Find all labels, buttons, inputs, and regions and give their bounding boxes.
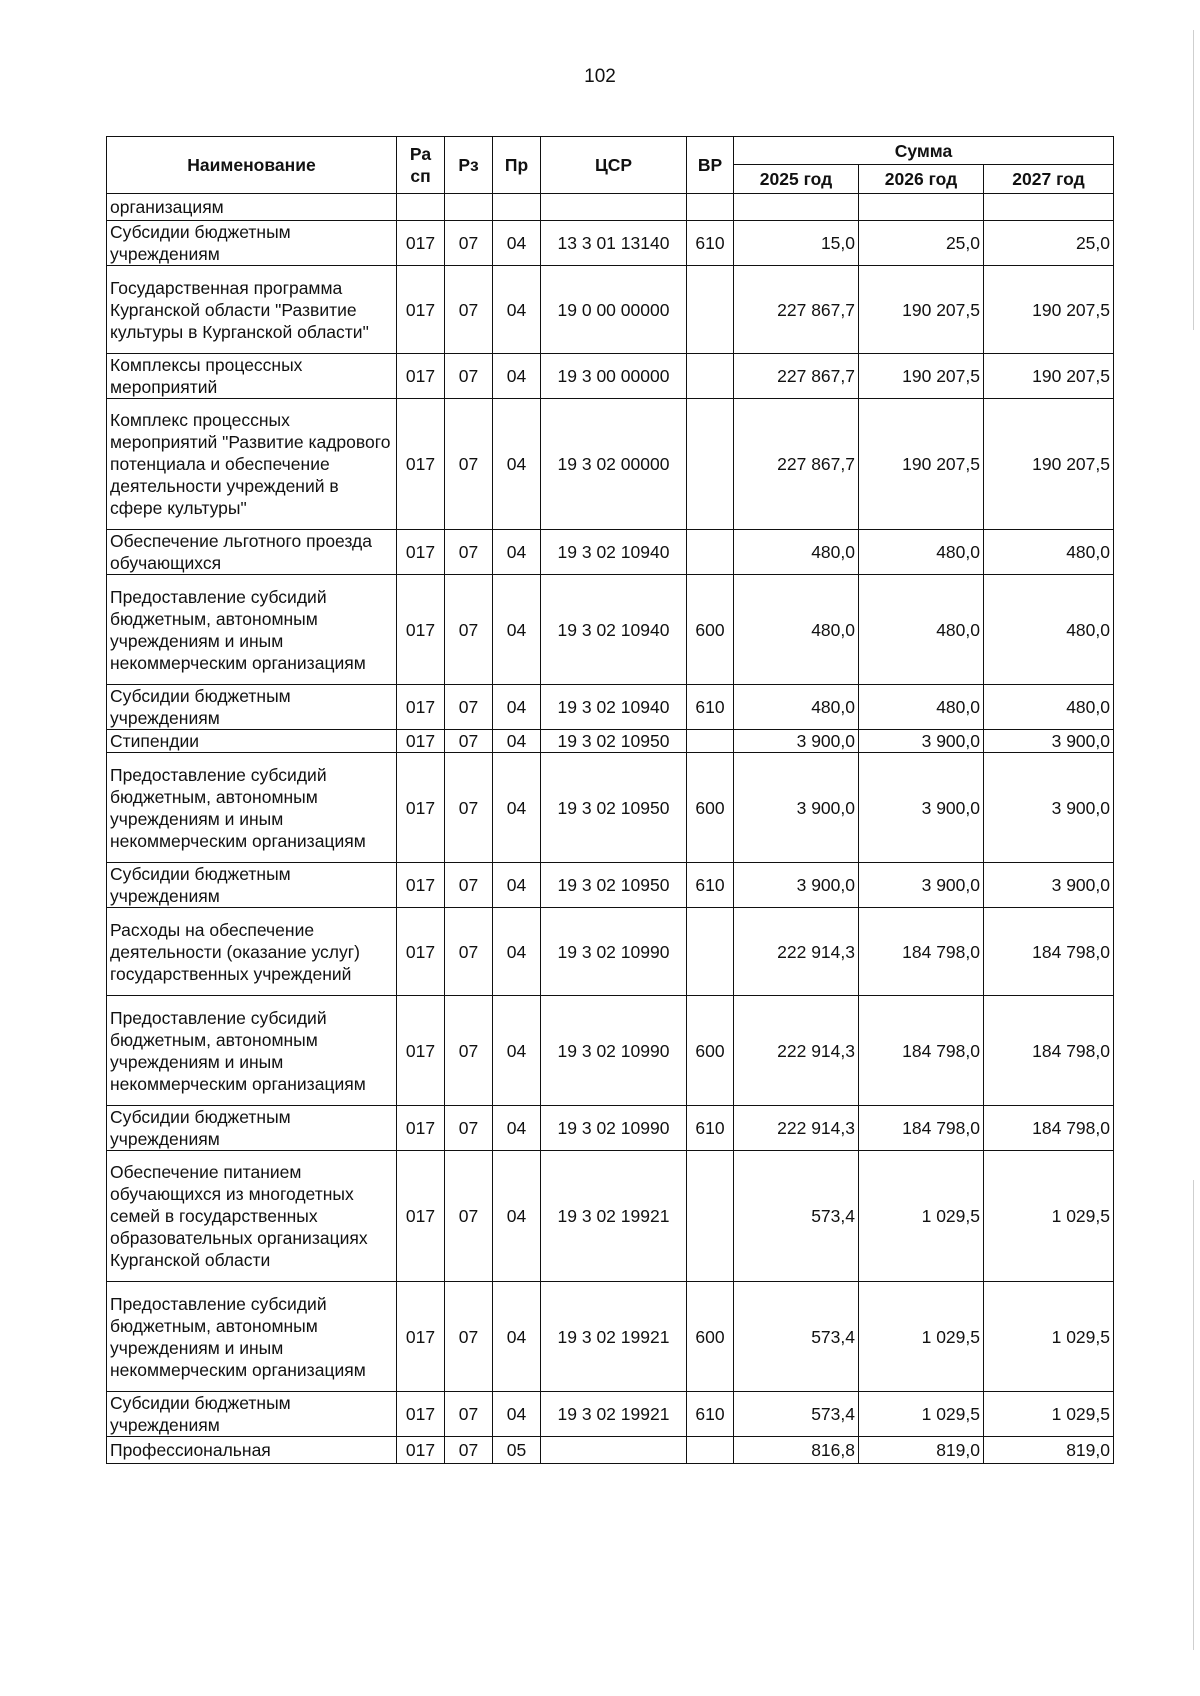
cell-rz: 07 xyxy=(445,1392,493,1437)
cell-amount-2027: 190 207,5 xyxy=(984,266,1114,354)
cell-amount-2027: 3 900,0 xyxy=(984,863,1114,908)
cell-amount-2026: 190 207,5 xyxy=(859,399,984,530)
cell-amount-2026: 1 029,5 xyxy=(859,1151,984,1282)
cell-name: Субсидии бюджетным учреждениям xyxy=(107,863,397,908)
cell-amount-2025: 222 914,3 xyxy=(734,908,859,996)
table-row xyxy=(107,1106,1114,1151)
cell-amount-2026: 25,0 xyxy=(859,221,984,266)
table-row xyxy=(107,908,1114,996)
cell-amount-2025: 573,4 xyxy=(734,1392,859,1437)
cell-name: Предоставление субсидий бюджетным, автономным учреждениям и иным некоммерческим организациям xyxy=(107,1282,397,1392)
cell-vr: 600 xyxy=(687,753,734,863)
cell-amount-2025: 227 867,7 xyxy=(734,266,859,354)
cell-amount-2025: 816,8 xyxy=(734,1437,859,1464)
cell-amount-2025: 573,4 xyxy=(734,1282,859,1392)
cell-amount-2025: 227 867,7 xyxy=(734,354,859,399)
cell-name: Обеспечение питанием обучающихся из многодетных семей в государственных образовательных организациях Курганской области xyxy=(107,1151,397,1282)
cell-name: Профессиональная xyxy=(107,1437,397,1464)
cell-pr: 04 xyxy=(493,530,541,575)
cell-pr: 04 xyxy=(493,399,541,530)
cell-amount-2025: 3 900,0 xyxy=(734,863,859,908)
table-row xyxy=(107,194,1114,221)
cell-rasp: 017 xyxy=(397,908,445,996)
cell-csr: 19 3 02 19921 xyxy=(541,1392,687,1437)
header-year-2027: 2027 год xyxy=(984,165,1114,194)
cell-amount-2025: 3 900,0 xyxy=(734,753,859,863)
cell-rasp: 017 xyxy=(397,730,445,753)
cell-csr: 19 0 00 00000 xyxy=(541,266,687,354)
cell-rz: 07 xyxy=(445,685,493,730)
cell-vr: 610 xyxy=(687,221,734,266)
cell-rz: 07 xyxy=(445,221,493,266)
cell-rasp: 017 xyxy=(397,753,445,863)
cell-vr: 610 xyxy=(687,685,734,730)
cell-rasp: 017 xyxy=(397,1437,445,1464)
table-header xyxy=(107,137,1114,194)
cell-csr: 19 3 02 10950 xyxy=(541,863,687,908)
cell-amount-2027 xyxy=(984,194,1114,221)
cell-pr: 04 xyxy=(493,1106,541,1151)
cell-pr: 04 xyxy=(493,1151,541,1282)
cell-amount-2025: 573,4 xyxy=(734,1151,859,1282)
cell-name: Комплекс процессных мероприятий "Развитие кадрового потенциала и обеспечение деятельности учреждений в сфере культуры" xyxy=(107,399,397,530)
table-row xyxy=(107,1392,1114,1437)
cell-rasp: 017 xyxy=(397,530,445,575)
cell-rz: 07 xyxy=(445,575,493,685)
cell-vr: 610 xyxy=(687,1392,734,1437)
cell-amount-2026: 184 798,0 xyxy=(859,908,984,996)
table-body xyxy=(107,194,1114,1464)
table-row xyxy=(107,221,1114,266)
table-row xyxy=(107,530,1114,575)
cell-name: Стипендии xyxy=(107,730,397,753)
table-row xyxy=(107,753,1114,863)
cell-amount-2025: 3 900,0 xyxy=(734,730,859,753)
table-row xyxy=(107,730,1114,753)
header-vr: ВР xyxy=(687,137,734,194)
cell-rz: 07 xyxy=(445,1282,493,1392)
scan-edge-mark xyxy=(1193,1180,1194,1650)
cell-amount-2025 xyxy=(734,194,859,221)
cell-rz: 07 xyxy=(445,730,493,753)
cell-name: Субсидии бюджетным учреждениям xyxy=(107,221,397,266)
cell-csr: 19 3 02 10940 xyxy=(541,530,687,575)
cell-pr: 04 xyxy=(493,266,541,354)
cell-vr: 600 xyxy=(687,575,734,685)
cell-amount-2026: 184 798,0 xyxy=(859,996,984,1106)
cell-amount-2027: 184 798,0 xyxy=(984,1106,1114,1151)
cell-amount-2025: 222 914,3 xyxy=(734,996,859,1106)
cell-amount-2026: 480,0 xyxy=(859,575,984,685)
cell-rasp: 017 xyxy=(397,575,445,685)
cell-name: Субсидии бюджетным учреждениям xyxy=(107,1106,397,1151)
cell-rz: 07 xyxy=(445,863,493,908)
cell-amount-2026: 480,0 xyxy=(859,685,984,730)
cell-rz: 07 xyxy=(445,996,493,1106)
cell-amount-2026: 3 900,0 xyxy=(859,753,984,863)
cell-csr xyxy=(541,194,687,221)
cell-amount-2027: 3 900,0 xyxy=(984,753,1114,863)
cell-vr xyxy=(687,730,734,753)
cell-amount-2027: 184 798,0 xyxy=(984,996,1114,1106)
cell-amount-2025: 480,0 xyxy=(734,685,859,730)
cell-pr: 04 xyxy=(493,354,541,399)
cell-vr xyxy=(687,1437,734,1464)
page-number: 102 xyxy=(584,66,616,87)
cell-amount-2026: 3 900,0 xyxy=(859,863,984,908)
header-rz: Рз xyxy=(445,137,493,194)
scan-edge-mark xyxy=(1193,30,1194,330)
cell-name: Государственная программа Курганской области "Развитие культуры в Курганской области" xyxy=(107,266,397,354)
cell-rz: 07 xyxy=(445,908,493,996)
cell-amount-2027: 1 029,5 xyxy=(984,1151,1114,1282)
cell-vr: 610 xyxy=(687,863,734,908)
cell-rz: 07 xyxy=(445,1106,493,1151)
cell-amount-2027: 1 029,5 xyxy=(984,1282,1114,1392)
cell-csr: 19 3 02 10950 xyxy=(541,730,687,753)
cell-csr: 19 3 02 10990 xyxy=(541,908,687,996)
header-sum: Сумма xyxy=(734,137,1114,165)
header-year-2025: 2025 год xyxy=(734,165,859,194)
table-row xyxy=(107,996,1114,1106)
cell-pr: 04 xyxy=(493,685,541,730)
cell-amount-2026: 184 798,0 xyxy=(859,1106,984,1151)
table-row xyxy=(107,354,1114,399)
cell-amount-2027: 190 207,5 xyxy=(984,354,1114,399)
budget-table xyxy=(106,136,1114,1464)
cell-pr: 04 xyxy=(493,753,541,863)
cell-name: Расходы на обеспечение деятельности (оказание услуг) государственных учреждений xyxy=(107,908,397,996)
cell-csr: 19 3 02 10990 xyxy=(541,1106,687,1151)
cell-rz xyxy=(445,194,493,221)
cell-csr: 19 3 02 10940 xyxy=(541,685,687,730)
table-row xyxy=(107,1282,1114,1392)
cell-amount-2027: 480,0 xyxy=(984,575,1114,685)
cell-rz: 07 xyxy=(445,753,493,863)
cell-csr xyxy=(541,1437,687,1464)
cell-amount-2025: 480,0 xyxy=(734,575,859,685)
cell-amount-2027: 480,0 xyxy=(984,685,1114,730)
cell-amount-2027: 480,0 xyxy=(984,530,1114,575)
header-csr: ЦСР xyxy=(541,137,687,194)
cell-rasp: 017 xyxy=(397,1282,445,1392)
cell-pr: 04 xyxy=(493,1392,541,1437)
table-row xyxy=(107,863,1114,908)
cell-rasp: 017 xyxy=(397,1106,445,1151)
cell-rasp: 017 xyxy=(397,221,445,266)
cell-pr: 05 xyxy=(493,1437,541,1464)
cell-rasp: 017 xyxy=(397,996,445,1106)
header-rasp: Ра сп xyxy=(397,137,445,194)
cell-name: Обеспечение льготного проезда обучающихся xyxy=(107,530,397,575)
cell-pr xyxy=(493,194,541,221)
cell-pr: 04 xyxy=(493,221,541,266)
cell-name: Комплексы процессных мероприятий xyxy=(107,354,397,399)
table-row xyxy=(107,685,1114,730)
cell-pr: 04 xyxy=(493,908,541,996)
cell-name: Субсидии бюджетным учреждениям xyxy=(107,1392,397,1437)
cell-pr: 04 xyxy=(493,863,541,908)
cell-csr: 19 3 02 10940 xyxy=(541,575,687,685)
cell-rasp: 017 xyxy=(397,685,445,730)
cell-amount-2027: 3 900,0 xyxy=(984,730,1114,753)
cell-vr: 600 xyxy=(687,996,734,1106)
cell-rasp: 017 xyxy=(397,1151,445,1282)
cell-pr: 04 xyxy=(493,1282,541,1392)
cell-csr: 19 3 02 10950 xyxy=(541,753,687,863)
cell-rz: 07 xyxy=(445,266,493,354)
cell-csr: 19 3 00 00000 xyxy=(541,354,687,399)
cell-amount-2026: 480,0 xyxy=(859,530,984,575)
cell-csr: 19 3 02 10990 xyxy=(541,996,687,1106)
table-row xyxy=(107,575,1114,685)
table-row xyxy=(107,399,1114,530)
cell-vr xyxy=(687,194,734,221)
cell-pr: 04 xyxy=(493,730,541,753)
cell-rasp: 017 xyxy=(397,354,445,399)
cell-vr xyxy=(687,1151,734,1282)
cell-csr: 19 3 02 00000 xyxy=(541,399,687,530)
cell-vr xyxy=(687,399,734,530)
cell-rz: 07 xyxy=(445,1151,493,1282)
cell-csr: 13 3 01 13140 xyxy=(541,221,687,266)
cell-amount-2025: 15,0 xyxy=(734,221,859,266)
header-year-2026: 2026 год xyxy=(859,165,984,194)
cell-csr: 19 3 02 19921 xyxy=(541,1151,687,1282)
cell-rasp: 017 xyxy=(397,399,445,530)
cell-name: Предоставление субсидий бюджетным, автономным учреждениям и иным некоммерческим организациям xyxy=(107,575,397,685)
cell-pr: 04 xyxy=(493,996,541,1106)
cell-vr: 600 xyxy=(687,1282,734,1392)
cell-amount-2025: 480,0 xyxy=(734,530,859,575)
cell-rz: 07 xyxy=(445,399,493,530)
cell-amount-2027: 819,0 xyxy=(984,1437,1114,1464)
cell-name: Предоставление субсидий бюджетным, автономным учреждениям и иным некоммерческим организациям xyxy=(107,996,397,1106)
cell-rasp: 017 xyxy=(397,1392,445,1437)
cell-rz: 07 xyxy=(445,1437,493,1464)
cell-amount-2025: 222 914,3 xyxy=(734,1106,859,1151)
cell-vr xyxy=(687,530,734,575)
cell-rasp: 017 xyxy=(397,266,445,354)
cell-amount-2027: 190 207,5 xyxy=(984,399,1114,530)
cell-amount-2026: 190 207,5 xyxy=(859,354,984,399)
table-row xyxy=(107,266,1114,354)
cell-amount-2026: 190 207,5 xyxy=(859,266,984,354)
cell-amount-2026 xyxy=(859,194,984,221)
cell-name: Предоставление субсидий бюджетным, автономным учреждениям и иным некоммерческим организациям xyxy=(107,753,397,863)
cell-amount-2025: 227 867,7 xyxy=(734,399,859,530)
cell-vr xyxy=(687,266,734,354)
cell-amount-2026: 3 900,0 xyxy=(859,730,984,753)
cell-vr xyxy=(687,354,734,399)
cell-pr: 04 xyxy=(493,575,541,685)
table-row xyxy=(107,1437,1114,1464)
header-pr: Пр xyxy=(493,137,541,194)
cell-vr: 610 xyxy=(687,1106,734,1151)
cell-rz: 07 xyxy=(445,354,493,399)
cell-amount-2026: 1 029,5 xyxy=(859,1392,984,1437)
cell-amount-2026: 819,0 xyxy=(859,1437,984,1464)
cell-rasp xyxy=(397,194,445,221)
cell-amount-2027: 25,0 xyxy=(984,221,1114,266)
cell-csr: 19 3 02 19921 xyxy=(541,1282,687,1392)
table-row xyxy=(107,1151,1114,1282)
cell-name: Субсидии бюджетным учреждениям xyxy=(107,685,397,730)
header-name: Наименование xyxy=(107,137,397,194)
cell-amount-2027: 184 798,0 xyxy=(984,908,1114,996)
cell-vr xyxy=(687,908,734,996)
cell-name: организациям xyxy=(107,194,397,221)
cell-amount-2027: 1 029,5 xyxy=(984,1392,1114,1437)
cell-rz: 07 xyxy=(445,530,493,575)
cell-rasp: 017 xyxy=(397,863,445,908)
cell-amount-2026: 1 029,5 xyxy=(859,1282,984,1392)
